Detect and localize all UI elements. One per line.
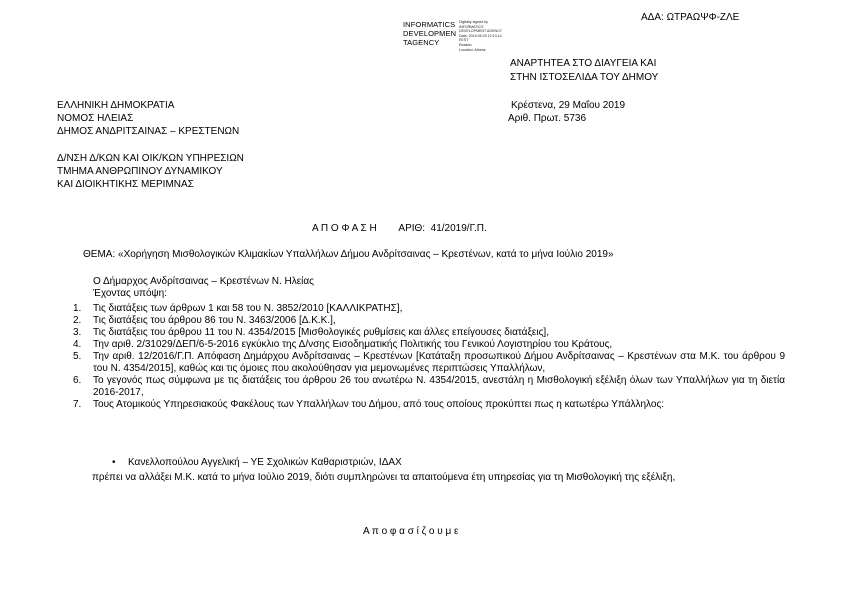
department-line: ΚΑΙ ΔΙΟΙΚΗΤΙΚΗΣ ΜΕΡΙΜΝΑΣ [57,179,194,190]
outro-text: πρέπει να αλλάξει Μ.Κ. κατά το μήνα Ιούλιο 2019, διότι συμπληρώνει τα απαιτούμενα έτη υπηρεσίας για τη Μισθολογική της εξέλιξη, [92,472,676,483]
header-country: ΕΛΛΗΝΙΚΗ ΔΗΜΟΚΡΑΤΙΑ [57,100,175,111]
posting-note-line: ΑΝΑΡΤΗΤΕΑ ΣΤΟ ΔΙΑΥΓΕΙΑ ΚΑΙ [510,58,657,69]
list-item-number: 7. [73,399,82,410]
list-item [73,327,785,339]
protocol-number: Αριθ. Πρωτ. 5736 [508,113,587,124]
decides-heading: Α π ο φ α σ ί ζ ο υ μ ε [363,526,459,537]
department-line: ΤΜΗΜΑ ΑΝΘΡΩΠΙΝΟΥ ΔΥΝΑΜΙΚΟΥ [57,166,223,177]
subject-line: ΘΕΜΑ: «Χορήγηση Μισθολογικών Κλιμακίων Υπαλλήλων Δήμου Ανδρίτσαινας – Κρεστένων, κατά το μήνα Ιούλιο 2019» [83,249,614,260]
signature-org-line: INFORMATICS [403,20,456,29]
considering-line: Έχοντας υπόψη: [93,288,167,299]
signature-org-line: DEVELOPMEN [403,29,457,38]
list-item-text: Τις διατάξεις των άρθρων 1 και 58 του Ν. 3852/2010 [ΚΑΛΛΙΚΡΑΤΗΣ], [93,303,403,314]
list-item-number: 1. [73,303,82,314]
mayor-line: Ο Δήμαρχος Ανδρίτσαινας – Κρεστένων Ν. Ηλείας [93,276,314,287]
list-item [73,399,785,411]
list-item [73,375,785,399]
posting-note-line: ΣΤΗΝ ΙΣΤΟΣΕΛΙΔΑ ΤΟΥ ΔΗΜΟΥ [510,72,659,83]
department-line: Δ/ΝΣΗ Δ/ΚΩΝ ΚΑΙ ΟΙΚ/ΚΩΝ ΥΠΗΡΕΣΙΩΝ [57,153,244,164]
list-item-text: Τις διατάξεις του άρθρου 86 του Ν. 3463/2006 [Δ.Κ.Κ.], [93,315,336,326]
list-item-text: Τους Ατομικούς Υπηρεσιακούς Φακέλους των Υπαλλήλων του Δήμου, από τους οποίους προκύπτει πως η κατωτέρω Υπάλληλος: [93,399,665,410]
signature-details [459,20,502,52]
header-right [508,100,625,125]
list-item [73,303,785,315]
list-item-text: Τις διατάξεις του άρθρου 11 του Ν. 4354/2015 [Μισθολογικές ρυθμίσεις και άλλες επείγουσες διατάξεις], [93,327,549,338]
signature-detail-line: Location: Athens [459,47,486,52]
posting-note [510,58,658,84]
signature-detail-line: INFORMATICS [459,24,484,29]
list-item [73,351,785,375]
signature-detail-line: Date: 2019.05.29 12:13:14 [459,33,502,38]
decision-title: Α Π Ο Φ Α Σ Η ΑΡΙΘ: 41/2019/Γ.Π. [312,223,487,234]
signature-detail-line: EEST [459,38,469,43]
header-prefecture: ΝΟΜΟΣ ΗΛΕΙΑΣ [57,113,134,124]
list-item [73,315,785,327]
employee-name: Κανελλοπούλου Αγγελική – ΥΕ Σχολικών Καθαριστριών, ΙΔΑΧ [128,457,402,468]
bullet-icon: • [112,457,116,468]
list-item-number: 3. [73,327,82,338]
list-item-number: 5. [73,351,82,362]
signature-detail-line: Digitally signed by [459,20,488,24]
list-item-number: 2. [73,315,82,326]
list-item-text: Την αριθ. 2/31029/ΔΕΠ/6-5-2016 εγκύκλιο της Δ/νσης Εισοδηματικής Πολιτικής του Γενικού Λογιστηρίου του Κράτους, [93,339,613,350]
list-item-text: Το γεγονός πως σύμφωνα με τις διατάξεις του άρθρου 26 του ανωτέρω Ν. 4354/2015, ανεστάλη η Μισθολογική εξέλιξη όλων των Υπαλλήλων για τη διετία 2016-2017, [93,375,785,398]
signature-org-line: TAGENCY [403,38,440,47]
digital-signature-stamp [403,20,513,58]
signature-detail-line: Reason: [459,42,473,47]
list-item-number: 4. [73,339,82,350]
signature-detail-line: DEVELOPMENT AGENCY [459,29,503,34]
department-block [57,153,244,191]
header-left [57,100,239,138]
considerations-list [73,303,785,411]
list-item-text: Την αριθ. 12/2016/Γ.Π. Απόφαση Δημάρχου Ανδρίτσαινας – Κρεστένων [Κατάταξη προσωπικού Δήμου Ανδρίτσαινας – Κρεστένων στα Μ.Κ. του άρθρου 9 του Ν. 4354/2015], καθώς και τις όμοιες που ακολούθησαν για μεμονωμένες περιπτώσεις Υπαλλήλων, [93,351,785,374]
signature-organization [403,20,456,47]
document-date: Κρέστενα, 29 Μαΐου 2019 [511,100,626,111]
list-item [73,339,785,351]
intro-block [93,276,314,300]
ada-code: ΑΔΑ: ΩΤΡΑΩΨΦ-ΖΛΕ [641,12,740,23]
list-item-number: 6. [73,375,82,386]
header-municipality: ΔΗΜΟΣ ΑΝΔΡΙΤΣΑΙΝΑΣ – ΚΡΕΣΤΕΝΩΝ [57,126,240,137]
